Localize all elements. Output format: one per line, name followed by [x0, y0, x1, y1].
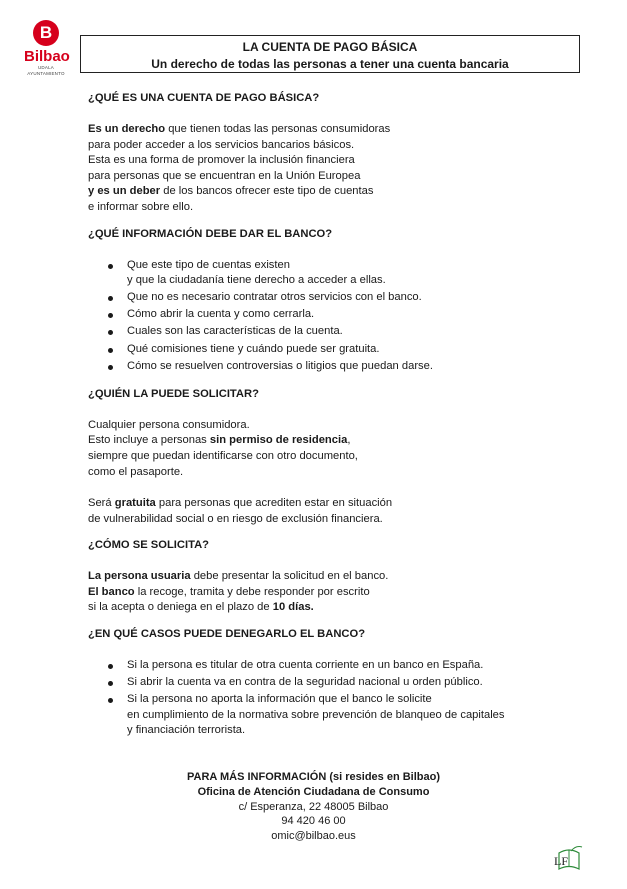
- footer-phone[interactable]: 94 420 46 00: [281, 815, 346, 828]
- list-item: Qué comisiones tiene y cuándo puede ser gratuita.: [88, 342, 558, 358]
- footer-heading: PARA MÁS INFORMACIÓN (si resides en Bilbao): [186, 771, 441, 783]
- contact-footer: [0, 770, 627, 844]
- document-title: LA CUENTA DE PAGO BÁSICA: [242, 40, 418, 54]
- paragraph-line: [88, 496, 558, 512]
- list-item: [88, 692, 558, 739]
- bilbao-logo: [24, 20, 68, 76]
- paragraph-line: [88, 433, 558, 449]
- bold-text: gratuita: [114, 497, 156, 510]
- paragraph-line: [88, 585, 558, 601]
- logo-wordmark: Bilbao: [24, 48, 70, 65]
- logo-badge: B: [33, 20, 59, 46]
- text: Que este tipo de cuentas existen: [127, 258, 290, 271]
- logo-subtitle-2: AYUNTAMIENTO: [27, 70, 65, 76]
- title-box: [80, 35, 580, 73]
- paragraph-line: como el pasaporte.: [88, 465, 184, 478]
- text: Esto incluye a personas: [88, 434, 210, 447]
- document-subtitle: Un derecho de todas las personas a tener una cuenta bancaria: [151, 57, 509, 71]
- lf-corner-logo: [551, 843, 587, 873]
- text: si la acepta o deniega en el plazo de: [88, 601, 273, 614]
- text: de los bancos ofrecer este tipo de cuentas: [160, 185, 374, 198]
- paragraph-line: de vulnerabilidad social o en riesgo de exclusión financiera.: [88, 512, 383, 525]
- list-item: Que no es necesario contratar otros servicios con el banco.: [88, 290, 558, 306]
- paragraph-line: e informar sobre ello.: [88, 200, 194, 213]
- paragraph-line: Cualquier persona consumidora.: [88, 418, 250, 431]
- section-heading-deny: ¿EN QUÉ CASOS PUEDE DENEGARLO EL BANCO?: [88, 628, 366, 641]
- info-bullet-list: [88, 258, 558, 375]
- paragraph-line: para poder acceder a los servicios bancarios básicos.: [88, 138, 355, 151]
- list-item: Si abrir la cuenta va en contra de la seguridad nacional u orden público.: [88, 675, 558, 691]
- text: en cumplimiento de la normativa sobre prevención de blanqueo de capitales: [127, 708, 505, 721]
- footer-office: Oficina de Atención Ciudadana de Consumo: [197, 785, 430, 798]
- text: debe presentar la solicitud en el banco.: [190, 570, 389, 583]
- document-body: [88, 91, 558, 741]
- bold-text: El banco: [88, 585, 135, 598]
- paragraph-line: [88, 122, 558, 138]
- bold-text: sin permiso de residencia: [209, 434, 348, 447]
- book-icon: [551, 843, 587, 873]
- text: ,: [347, 434, 351, 447]
- section-heading-who: ¿QUIÉN LA PUEDE SOLICITAR?: [88, 387, 259, 400]
- bold-text: La persona usuaria: [88, 570, 191, 583]
- list-item: Cómo abrir la cuenta y como cerrarla.: [88, 307, 558, 323]
- section-heading-what: ¿QUÉ ES UNA CUENTA DE PAGO BÁSICA?: [88, 92, 320, 104]
- paragraph-line: Esta es una forma de promover la inclusión financiera: [88, 154, 355, 167]
- footer-address: c/ Esperanza, 22 48005 Bilbao: [238, 800, 389, 813]
- text: y que la ciudadanía tiene derecho a acceder a ellas.: [127, 274, 386, 287]
- list-item: Cómo se resuelven controversias o litigios que puedan darse.: [88, 359, 558, 375]
- text: que tienen todas las personas consumidoras: [165, 123, 391, 135]
- list-item: Cuales son las características de la cuenta.: [88, 324, 558, 340]
- bold-text: 10 días.: [272, 601, 314, 614]
- lf-text: LF: [554, 854, 569, 868]
- paragraph-line: [88, 569, 558, 585]
- paragraph-line: [88, 600, 558, 616]
- text: Será: [88, 497, 115, 510]
- paragraph-line: siempre que puedan identificarse con otro documento,: [88, 449, 358, 462]
- list-item: Si la persona es titular de otra cuenta corriente en un banco en España.: [88, 658, 558, 674]
- deny-bullet-list: [88, 658, 558, 739]
- paragraph-line: [88, 184, 558, 200]
- text: Si la persona no aporta la información que el banco le solicite: [127, 693, 432, 706]
- bold-text: y es un deber: [88, 185, 161, 198]
- text: y financiación terrorista.: [127, 724, 246, 737]
- section-heading-how: ¿CÓMO SE SOLICITA?: [88, 539, 209, 552]
- list-item: [88, 258, 558, 289]
- section-heading-info: ¿QUÉ INFORMACIÓN DEBE DAR EL BANCO?: [88, 227, 333, 240]
- text: para personas que acrediten estar en situación: [155, 497, 393, 510]
- text: la recoge, tramita y debe responder por escrito: [134, 585, 370, 598]
- paragraph-line: para personas que se encuentran en la Unión Europea: [88, 169, 361, 182]
- logo-subtitle-1: UDALA: [37, 65, 54, 70]
- footer-email[interactable]: omic@bilbao.eus: [271, 830, 356, 843]
- bold-text: Es un derecho: [88, 123, 166, 135]
